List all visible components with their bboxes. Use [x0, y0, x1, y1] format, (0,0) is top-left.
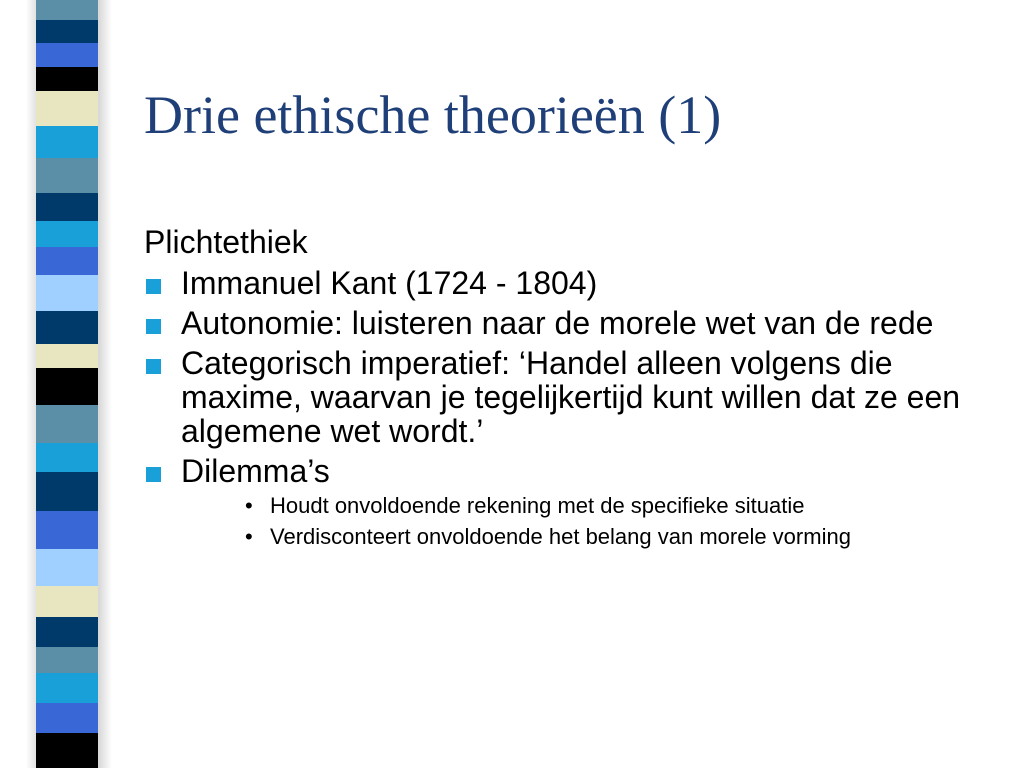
decorative-stripe — [36, 0, 98, 768]
stripe-segment — [36, 511, 98, 548]
stripe-segment — [36, 0, 98, 20]
stripe-segment — [36, 617, 98, 647]
bullet-text: Autonomie: luisteren naar de morele wet van de rede — [181, 305, 934, 341]
stripe-segment — [36, 368, 98, 405]
section-heading: Plichtethiek — [144, 224, 308, 260]
decorative-stripe-shadow — [98, 0, 112, 768]
slide-title: Drie ethische theorieën (1) — [144, 85, 722, 145]
square-bullet-icon — [146, 279, 161, 294]
stripe-segment — [36, 20, 98, 42]
bullet-item — [144, 306, 984, 340]
bullet-text: Dilemma’s — [181, 453, 330, 489]
bullet-item — [144, 266, 984, 300]
sub-bullet-text: Verdisconteert onvoldoende het belang van morele vorming — [270, 524, 851, 549]
stripe-segment — [36, 673, 98, 703]
bullet-item — [144, 346, 984, 448]
dot-bullet-icon: • — [245, 524, 253, 549]
stripe-segment — [36, 733, 98, 768]
stripe-segment — [36, 405, 98, 442]
stripe-segment — [36, 586, 98, 618]
square-bullet-icon — [146, 467, 161, 482]
stripe-segment — [36, 703, 98, 733]
bullet-text: Categorisch imperatief: ‘Handel alleen volgens die maxime, waarvan je tegelijkertijd kunt willen dat ze een algemene wet wordt.’ — [181, 345, 961, 449]
stripe-segment — [36, 549, 98, 586]
square-bullet-icon — [146, 359, 161, 374]
stripe-segment — [36, 126, 98, 158]
stripe-segment — [36, 275, 98, 310]
stripe-segment — [36, 344, 98, 368]
bullet-item — [144, 454, 984, 488]
dot-bullet-icon: • — [245, 493, 253, 518]
sub-bullet-list — [240, 494, 984, 549]
slide-body — [144, 224, 984, 556]
stripe-segment — [36, 247, 98, 275]
stripe-segment — [36, 43, 98, 67]
sub-bullet-text: Houdt onvoldoende rekening met de specifieke situatie — [270, 493, 805, 518]
sub-bullet-item — [240, 494, 984, 518]
stripe-segment — [36, 311, 98, 344]
stripe-segment — [36, 443, 98, 473]
bullet-text: Immanuel Kant (1724 - 1804) — [181, 265, 598, 301]
sub-bullet-item — [240, 525, 984, 549]
stripe-segment — [36, 647, 98, 673]
stripe-segment — [36, 472, 98, 511]
decorative-stripe-shadow-left — [26, 0, 36, 768]
stripe-segment — [36, 91, 98, 126]
stripe-segment — [36, 193, 98, 221]
stripe-segment — [36, 67, 98, 91]
bullet-list — [144, 266, 984, 488]
stripe-segment — [36, 221, 98, 247]
square-bullet-icon — [146, 319, 161, 334]
stripe-segment — [36, 158, 98, 193]
